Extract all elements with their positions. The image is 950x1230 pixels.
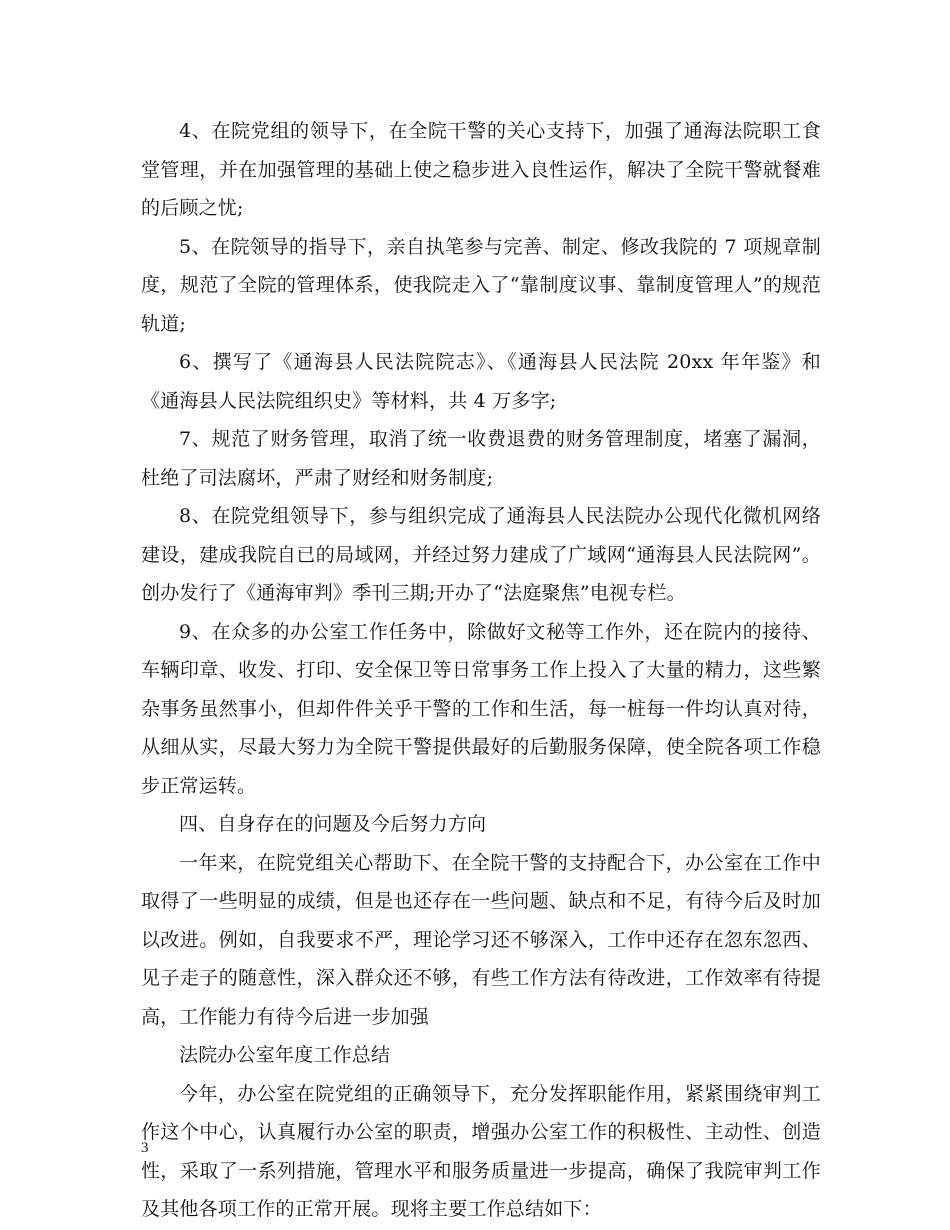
paragraph-item-4: 4、在院党组的领导下，在全院干警的关心支持下，加强了通海法院职工食堂管理，并在加强管理的基础上使之稳步进入良性运作，解决了全院干警就餐难的后顾之忧; (141, 120, 821, 219)
paragraph-item-7: 7、规范了财务管理，取消了统一收费退费的财务管理制度，堵塞了漏洞，杜绝了司法腐坏，严肃了财经和财务制度; (141, 428, 821, 489)
paragraph-item-5: 5、在院领导的指导下，亲自执笔参与完善、制定、修改我院的 7 项规章制度，规范了全院的管理体系，使我院走入了“靠制度议事、靠制度管理人”的规范轨道; (141, 235, 821, 335)
paragraph-item-6: 6、撰写了《通海县人民法院院志》、《通海县人民法院 20xx 年年鉴》和《通海县人民法院组织史》等材料，共 4 万多字; (141, 351, 821, 412)
page-number: 3 (141, 1140, 149, 1156)
document-body (141, 112, 821, 1229)
paragraph-item-9: 9、在众多的办公室工作任务中，除做好文秘等工作外，还在院内的接待、车辆印章、收发、打印、安全保卫等日常事务工作上投入了大量的精力，这些繁杂事务虽然事小，但却件件关乎干警的工作和生活，每一桩每一件均认真对待，从细从实，尽最大努力为全院干警提供最好的后勤服务保障，使全院各项工作稳步正常运转。 (141, 620, 821, 797)
section-heading-4: 四、自身存在的问题及今后努力方向 (179, 813, 487, 835)
paragraph-intro: 今年，办公室在院党组的正确领导下，充分发挥职能作用，紧紧围绕审判工作这个中心，认真履行办公室的职责，增强办公室工作的积极性、主动性、创造性，采取了一系列措施，管理水平和服务质量进一步提高，确保了我院审判工作及其他各项工作的正常开展。现将主要工作总结如下： (141, 1082, 821, 1220)
paragraph-item-8: 8、在院党组领导下，参与组织完成了通海县人民法院办公现代化微机网络建设，建成我院自已的局域网，并经过努力建成了广域网“通海县人民法院网”。创办发行了《通海审判》季刊三期;开办了“法庭聚焦”电视专栏。 (141, 505, 821, 604)
document-subtitle: 法院办公室年度工作总结 (179, 1044, 391, 1066)
paragraph-problems: 一年来，在院党组关心帮助下、在全院干警的支持配合下，办公室在工作中取得了一些明显的成绩，但是也还存在一些问题、缺点和不足，有待今后及时加以改进。例如，自我要求不严，理论学习还不够深入，工作中还存在忽东忽西、见子走子的随意性，深入群众还不够，有些工作方法有待改进，工作效率有待提高，工作能力有待今后进一步加强 (141, 851, 821, 1028)
